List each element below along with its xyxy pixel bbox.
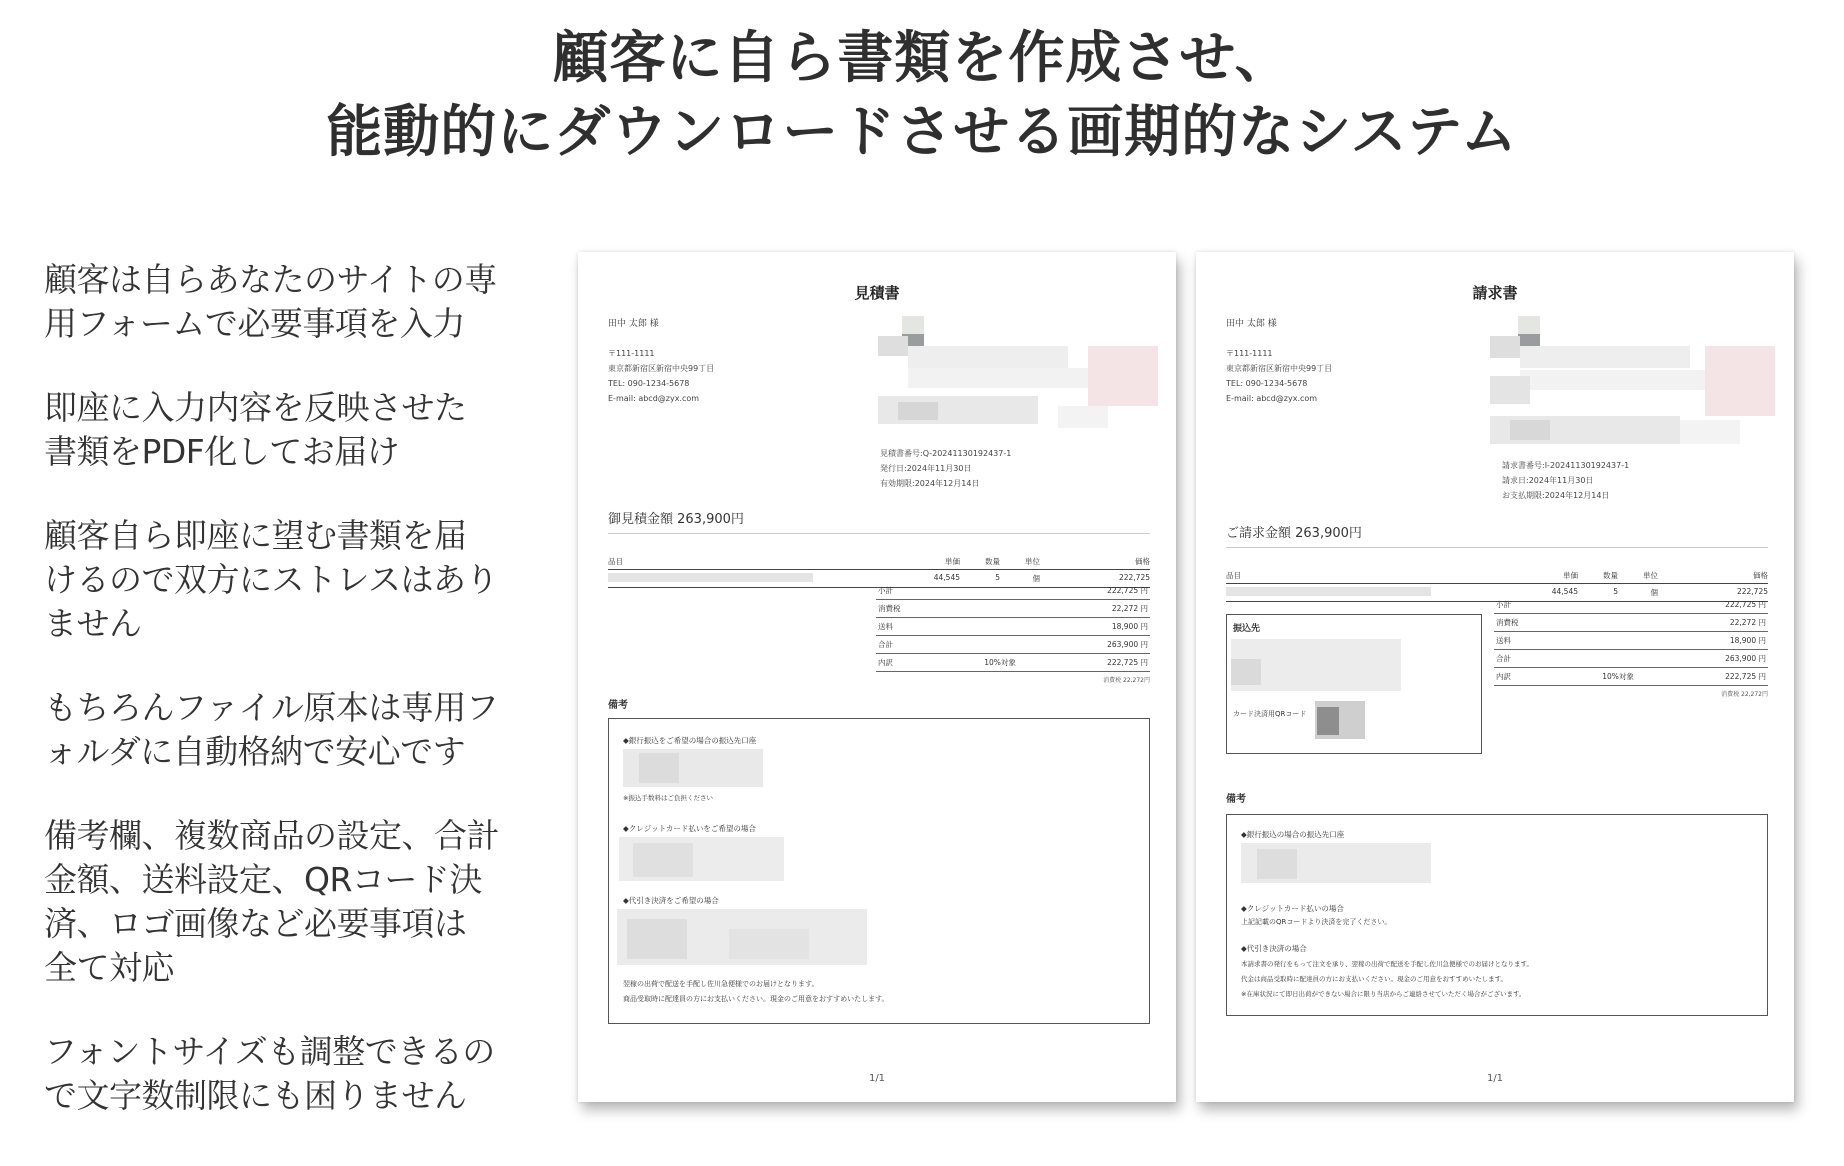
tax-note: 消費税 22,272円 <box>1103 677 1150 684</box>
item-unit: 個 <box>1650 588 1658 597</box>
col-qty: 数量 <box>1603 571 1618 580</box>
feature-item: フォントサイズも調整できるの で文字数制限にも困りません <box>44 1032 495 1115</box>
totals-label: 消費税 <box>878 604 901 613</box>
col-unit: 単位 <box>1643 571 1658 580</box>
totals-row <box>876 618 1150 636</box>
item-qty: 5 <box>1613 587 1618 596</box>
breakdown-rate: 10%対象 <box>984 658 1016 667</box>
totals-value: 22,272 円 <box>1729 618 1766 627</box>
totals-value: 222,725 円 <box>1107 586 1148 595</box>
totals-row <box>876 582 1150 600</box>
cod-text: 翌稼の出荷で配送を手配し佐川急便様でのお届けとなります。 商品受取時に配達員の方にお支払いください。現金のご用意をおすすめいたします。 <box>623 980 889 1003</box>
totals-value: 22,272 円 <box>1111 604 1148 613</box>
item-price: 222,725 <box>1118 573 1150 582</box>
cod-heading: ◆代引き決済をご希望の場合 <box>623 896 719 905</box>
feature-item: 即座に入力内容を反映させた 書類をPDF化してお届け <box>44 388 467 471</box>
col-qty: 数量 <box>985 557 1000 566</box>
breakdown-value: 222,725 円 <box>1725 672 1766 681</box>
feature-list <box>44 258 534 1158</box>
col-unit-price: 単価 <box>945 557 960 566</box>
totals-row <box>1494 632 1768 650</box>
qr-label: カード決済用QRコード <box>1233 710 1307 718</box>
totals-label: 小計 <box>1496 600 1511 609</box>
card-heading: ◆クレジットカード払いの場合 <box>1241 904 1344 913</box>
remarks-label: 備考 <box>608 700 628 711</box>
remarks-label: 備考 <box>1226 794 1246 805</box>
item-qty: 5 <box>995 573 1000 582</box>
breakdown-value: 222,725 円 <box>1107 658 1148 667</box>
totals-label: 送料 <box>878 622 893 631</box>
page-number: 1/1 <box>868 1073 886 1084</box>
invoice-document <box>1196 252 1794 1102</box>
breakdown-row <box>876 654 1150 672</box>
totals-label: 小計 <box>878 586 893 595</box>
col-item: 品目 <box>1226 571 1241 580</box>
document-title: 請求書 <box>1472 284 1518 302</box>
remarks-box <box>1226 814 1768 1016</box>
invoice-total-amount: ご請求金額 263,900円 <box>1226 522 1768 548</box>
customer-address: 〒111-1111 東京都新宿区新宿中央99丁目 TEL: 090-1234-5678 E-mail: abcd@zyx.com <box>1226 349 1333 403</box>
transfer-info-box <box>1226 614 1482 754</box>
totals-row <box>876 636 1150 654</box>
transfer-label: 振込先 <box>1233 624 1261 634</box>
totals-value: 222,725 円 <box>1725 600 1766 609</box>
customer-name: 田中 太郎 様 <box>1226 319 1277 329</box>
totals-row <box>1494 596 1768 614</box>
totals-value: 263,900 円 <box>1107 640 1148 649</box>
col-unit: 単位 <box>1025 557 1040 566</box>
bank-heading: ◆銀行振込をご希望の場合の振込先口座 <box>623 736 757 745</box>
totals-table <box>876 582 1150 684</box>
page-number: 1/1 <box>1486 1073 1504 1084</box>
blurred-logo-image <box>878 316 1158 446</box>
quote-document <box>578 252 1176 1102</box>
tax-note: 消費税 22,272円 <box>1721 691 1768 698</box>
headline-line-1: 顧客に自ら書類を作成させ、 <box>552 26 1292 91</box>
totals-label: 合計 <box>1496 654 1511 663</box>
customer-name: 田中 太郎 様 <box>608 319 659 329</box>
breakdown-rate: 10%対象 <box>1602 672 1634 681</box>
totals-table <box>1494 596 1768 698</box>
item-price: 222,725 <box>1736 587 1768 596</box>
breakdown-row <box>1494 668 1768 686</box>
headline <box>0 22 1844 170</box>
items-table-header <box>608 556 1150 570</box>
quote-total-amount: 御見積金額 263,900円 <box>608 508 1150 534</box>
totals-value: 18,900 円 <box>1729 636 1766 645</box>
totals-row <box>876 600 1150 618</box>
quote-meta: 見積書番号:Q-20241130192437-1 発行日:2024年11月30日 有効期限:2024年12月14日 <box>880 449 1012 488</box>
blurred-logo-image <box>1490 316 1780 464</box>
totals-label: 送料 <box>1496 636 1511 645</box>
totals-row <box>1494 614 1768 632</box>
blurred-item-name <box>1226 587 1518 598</box>
breakdown-label: 内訳 <box>1496 672 1511 681</box>
item-unit-price: 44,545 <box>1551 587 1578 596</box>
item-unit: 個 <box>1032 574 1040 583</box>
customer-address: 〒111-1111 東京都新宿区新宿中央99丁目 TEL: 090-1234-5678 E-mail: abcd@zyx.com <box>608 349 715 403</box>
cod-text: 本請求書の発行をもって注文を承り、翌稼の出荷で配送を手配し佐川急便様でのお届けとなります。 代金は商品受取時に配達員の方にお支払いください。現金のご用意をおすすめいたします。 ※在庫状況にて即日出荷ができない場合に限り当店からご連絡させていただく場合がございます。 <box>1241 960 1533 998</box>
bank-heading: ◆銀行振込の場合の振込先口座 <box>1241 830 1345 839</box>
invoice-meta: 請求書番号:I-20241130192437-1 請求日:2024年11月30日 お支払期限:2024年12月14日 <box>1502 461 1630 500</box>
breakdown-label: 内訳 <box>878 658 893 667</box>
totals-row <box>1494 650 1768 668</box>
cod-heading: ◆代引き決済の場合 <box>1241 944 1307 953</box>
blurred-item-name <box>608 573 900 584</box>
totals-label: 合計 <box>878 640 893 649</box>
col-unit-price: 単価 <box>1563 571 1578 580</box>
remarks-box <box>608 718 1150 1024</box>
feature-item: 顧客自ら即座に望む書類を届 けるので双方にストレスはあり ません <box>44 516 499 643</box>
items-table-header <box>1226 570 1768 584</box>
item-unit-price: 44,545 <box>933 573 960 582</box>
document-title: 見積書 <box>854 284 900 302</box>
feature-item: 備考欄、複数商品の設定、合計 金額、送料設定、QRコード決 済、ロゴ画像など必要事項は 全て対応 <box>44 816 499 987</box>
col-item: 品目 <box>608 557 623 566</box>
card-heading: ◆クレジットカード払いをご希望の場合 <box>623 824 756 833</box>
headline-line-2: 能動的にダウンロードさせる画期的なシステム <box>326 100 1518 165</box>
feature-item: もちろんファイル原本は専用フ ォルダに自動格納で安心です <box>44 688 499 771</box>
col-price: 価格 <box>1753 571 1768 580</box>
totals-value: 263,900 円 <box>1725 654 1766 663</box>
col-price: 価格 <box>1135 557 1150 566</box>
totals-label: 消費税 <box>1496 618 1519 627</box>
bank-note: ※振込手数料はご負担ください <box>623 794 713 802</box>
totals-value: 18,900 円 <box>1111 622 1148 631</box>
card-text: 上記記載のQRコードより決済を完了ください。 <box>1241 918 1392 926</box>
feature-item: 顧客は自らあなたのサイトの専 用フォームで必要事項を入力 <box>44 260 497 343</box>
